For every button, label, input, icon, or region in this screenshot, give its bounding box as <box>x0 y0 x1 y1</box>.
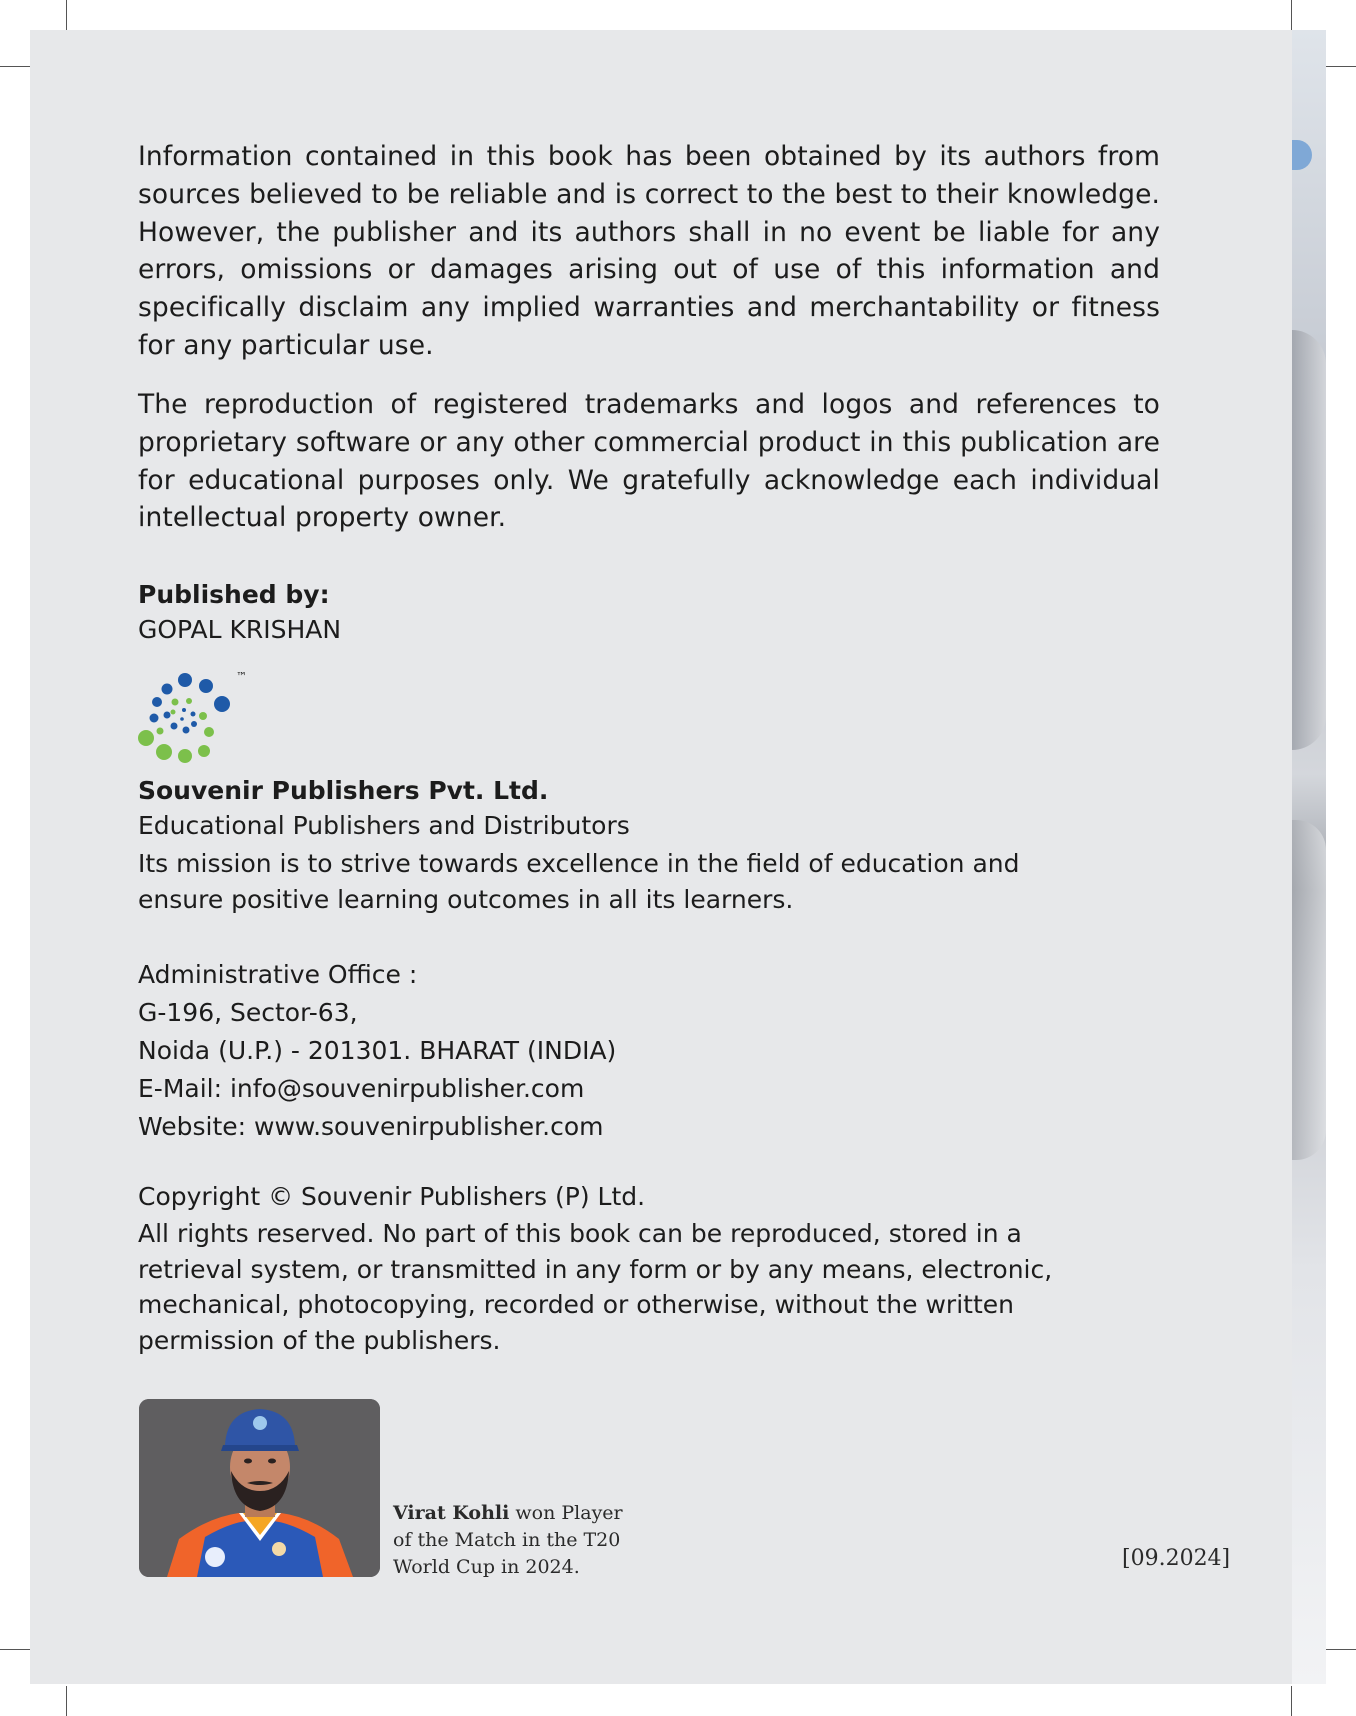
crop-mark <box>0 66 30 67</box>
company-mission: Its mission is to strive towards excellence in the field of education and ensure positive learning outcomes in all its learners. <box>138 849 1020 914</box>
edition-date: [09.2024] <box>1122 1546 1231 1571</box>
caption-text: won Player of the Match in the T20 World Cup in 2024. <box>393 1502 623 1578</box>
adjacent-page-bleed <box>1292 330 1326 750</box>
trademark-symbol: ™ <box>236 670 247 683</box>
crop-mark <box>0 1649 30 1650</box>
spiral-dots-logo-icon <box>136 668 256 768</box>
address-line: Noida (U.P.) - 201301. BHARAT (INDIA) <box>138 1036 617 1065</box>
company-section <box>138 776 1160 917</box>
published-by-label: Published by: <box>138 580 330 609</box>
crop-mark <box>1326 66 1356 67</box>
crop-mark <box>66 0 67 30</box>
crop-mark <box>66 1686 67 1716</box>
trademark-paragraph: The reproduction of registered trademarks and logos and references to proprietary software or any other commercial product in this publication are for educational purposes only. We gratefully acknowledge each individual intellectual property owner. <box>138 389 1160 534</box>
photo-caption <box>393 1500 633 1581</box>
office-heading: Administrative Office : <box>138 960 418 989</box>
crop-mark <box>1326 1649 1356 1650</box>
adjacent-page-bleed <box>1292 820 1326 1160</box>
crop-mark <box>1291 1686 1292 1716</box>
rights-reserved-text: All rights reserved. No part of this book can be reproduced, stored in a retrieval system, or transmitted in any form or by any means, electronic, mechanical, photocopying, recorded or otherwise, without the written permission of the publishers. <box>138 1219 1053 1355</box>
publisher-person: GOPAL KRISHAN <box>138 615 342 644</box>
player-portrait-icon <box>139 1399 380 1577</box>
company-tagline: Educational Publishers and Distributors <box>138 811 630 840</box>
company-name: Souvenir Publishers Pvt. Ltd. <box>138 776 549 805</box>
trademark-section <box>138 386 1160 537</box>
office-section <box>138 956 1160 1146</box>
disclaimer-paragraph: Information contained in this book has been obtained by its authors from sources believed to be reliable and is correct to the best to their knowledge. However, the publisher and its authors shall in no event be liable for any errors, omissions or damages arising out of use of this information and specifically disclaim any implied warranties and merchantability or fitness for any particular use. <box>138 141 1160 361</box>
caption-name: Virat Kohli <box>393 1502 510 1524</box>
copyright-section <box>138 1178 1160 1358</box>
contact-email[interactable]: E-Mail: info@souvenirpublisher.com <box>138 1074 585 1103</box>
disclaimer-section <box>138 138 1160 365</box>
publisher-logo <box>136 668 256 768</box>
crop-mark <box>1291 0 1292 30</box>
copyright-line: Copyright © Souvenir Publishers (P) Ltd. <box>138 1182 646 1211</box>
published-by-section <box>138 580 1160 648</box>
contact-website[interactable]: Website: www.souvenirpublisher.com <box>138 1112 604 1141</box>
player-photo <box>139 1399 380 1577</box>
address-line: G-196, Sector-63, <box>138 998 358 1027</box>
